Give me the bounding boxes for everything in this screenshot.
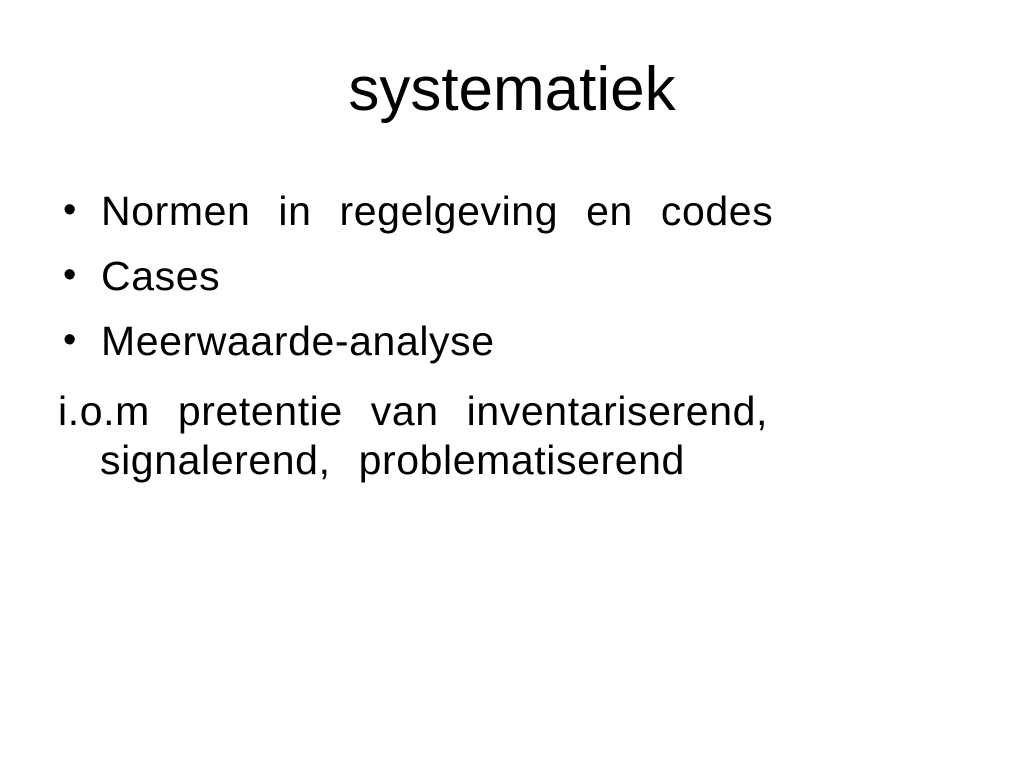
body-paragraph-line: i.o.m pretentie van inventariserend, (58, 388, 769, 434)
bullet-item-label: Cases (101, 253, 221, 299)
bullet-item-label: Meerwaarde-analyse (101, 318, 495, 364)
bullet-icon: • (63, 254, 77, 296)
slide-title: systematiek (348, 55, 676, 124)
bullet-icon: • (63, 189, 77, 231)
bullet-item-label: Normen in regelgeving en codes (101, 188, 774, 234)
bullet-icon: • (63, 319, 77, 361)
bullet-item (63, 188, 774, 234)
body-paragraph-line: signalerend, problematiserend (100, 437, 685, 483)
bullet-item (63, 253, 221, 299)
bullet-item (63, 318, 495, 364)
